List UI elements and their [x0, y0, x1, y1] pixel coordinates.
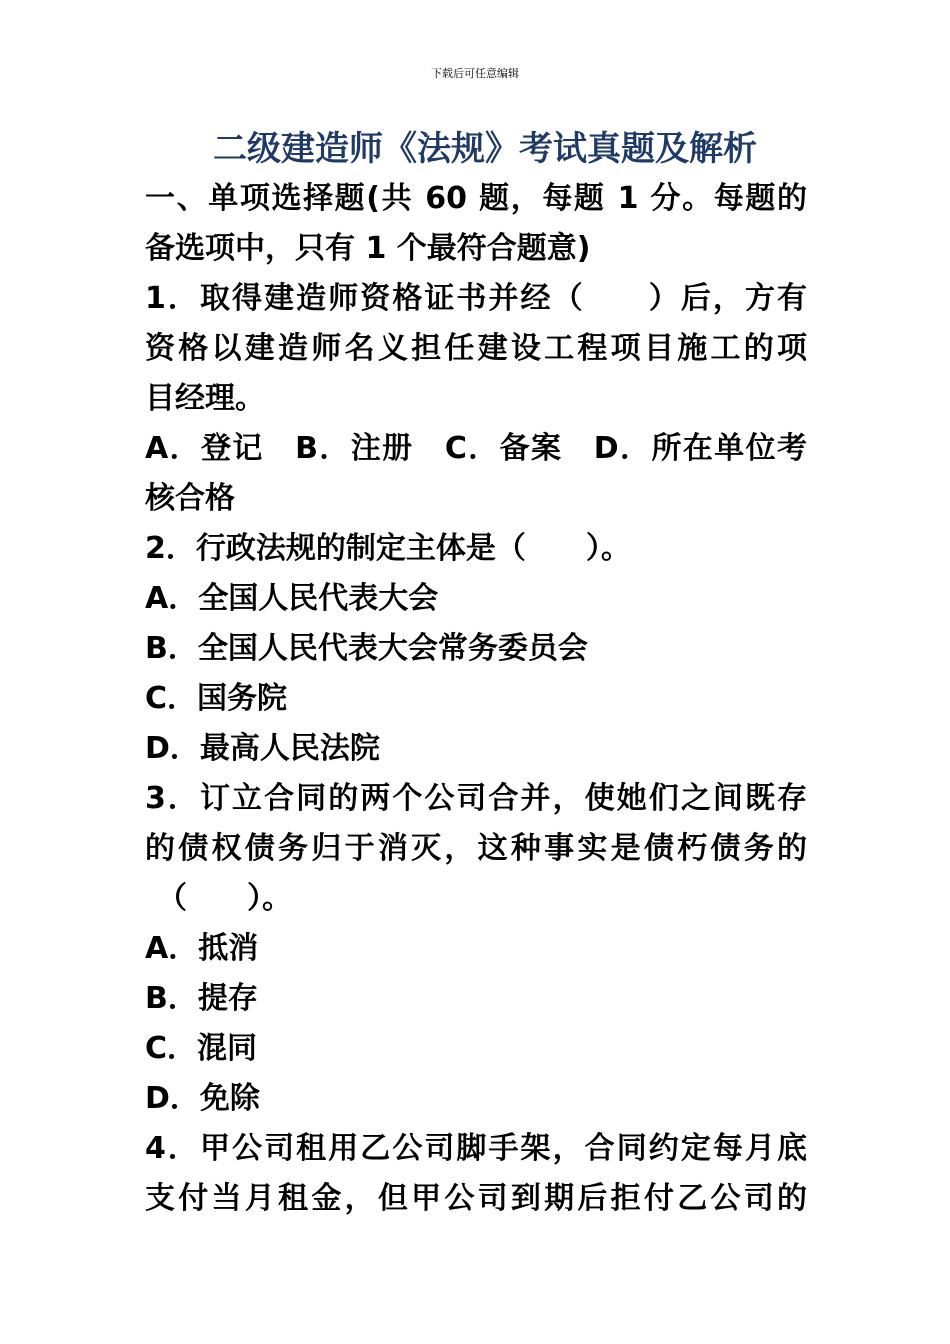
- text-line: C．混同: [145, 1031, 258, 1066]
- text-line: B．提存: [145, 981, 258, 1016]
- document-body: [145, 174, 807, 1224]
- text-line: 资格以建造师名义担任建设工程项目施工的项: [145, 331, 807, 366]
- text-line: 支付当月租金，但甲公司到期后拒付乙公司的: [145, 1181, 807, 1216]
- text-line: D．最高人民法院: [145, 731, 380, 766]
- text-line: A．全国人民代表大会: [145, 581, 439, 616]
- text-line: 1．取得建造师资格证书并经（ ）后，方有: [145, 281, 807, 316]
- text-line: D．免除: [145, 1081, 260, 1116]
- document-title: 二级建造师《法规》考试真题及解析: [213, 129, 757, 169]
- page-header-note: 下载后可任意编辑: [431, 67, 519, 80]
- text-line: 4．甲公司租用乙公司脚手架，合同约定每月底: [145, 1131, 807, 1166]
- text-line: 的债权债务归于消灭，这种事实是债朽债务的: [145, 831, 807, 866]
- text-line: （ ）。: [157, 881, 292, 916]
- text-line: 备选项中，只有 1 个最符合题意): [145, 231, 591, 266]
- text-line: 核合格: [145, 481, 235, 516]
- text-line: A．登记 B．注册 C．备案 D．所在单位考: [145, 431, 807, 466]
- text-line: 2．行政法规的制定主体是（ ）。: [145, 531, 631, 566]
- text-line: 3．订立合同的两个公司合并，使她们之间既存: [145, 781, 807, 816]
- text-line: A．抵消: [145, 931, 259, 966]
- text-line: 一、单项选择题(共 60 题，每题 1 分。每题的: [145, 181, 807, 216]
- text-line: C．国务院: [145, 681, 288, 716]
- text-line: 目经理。: [145, 381, 265, 416]
- text-line: B．全国人民代表大会常务委员会: [145, 631, 588, 666]
